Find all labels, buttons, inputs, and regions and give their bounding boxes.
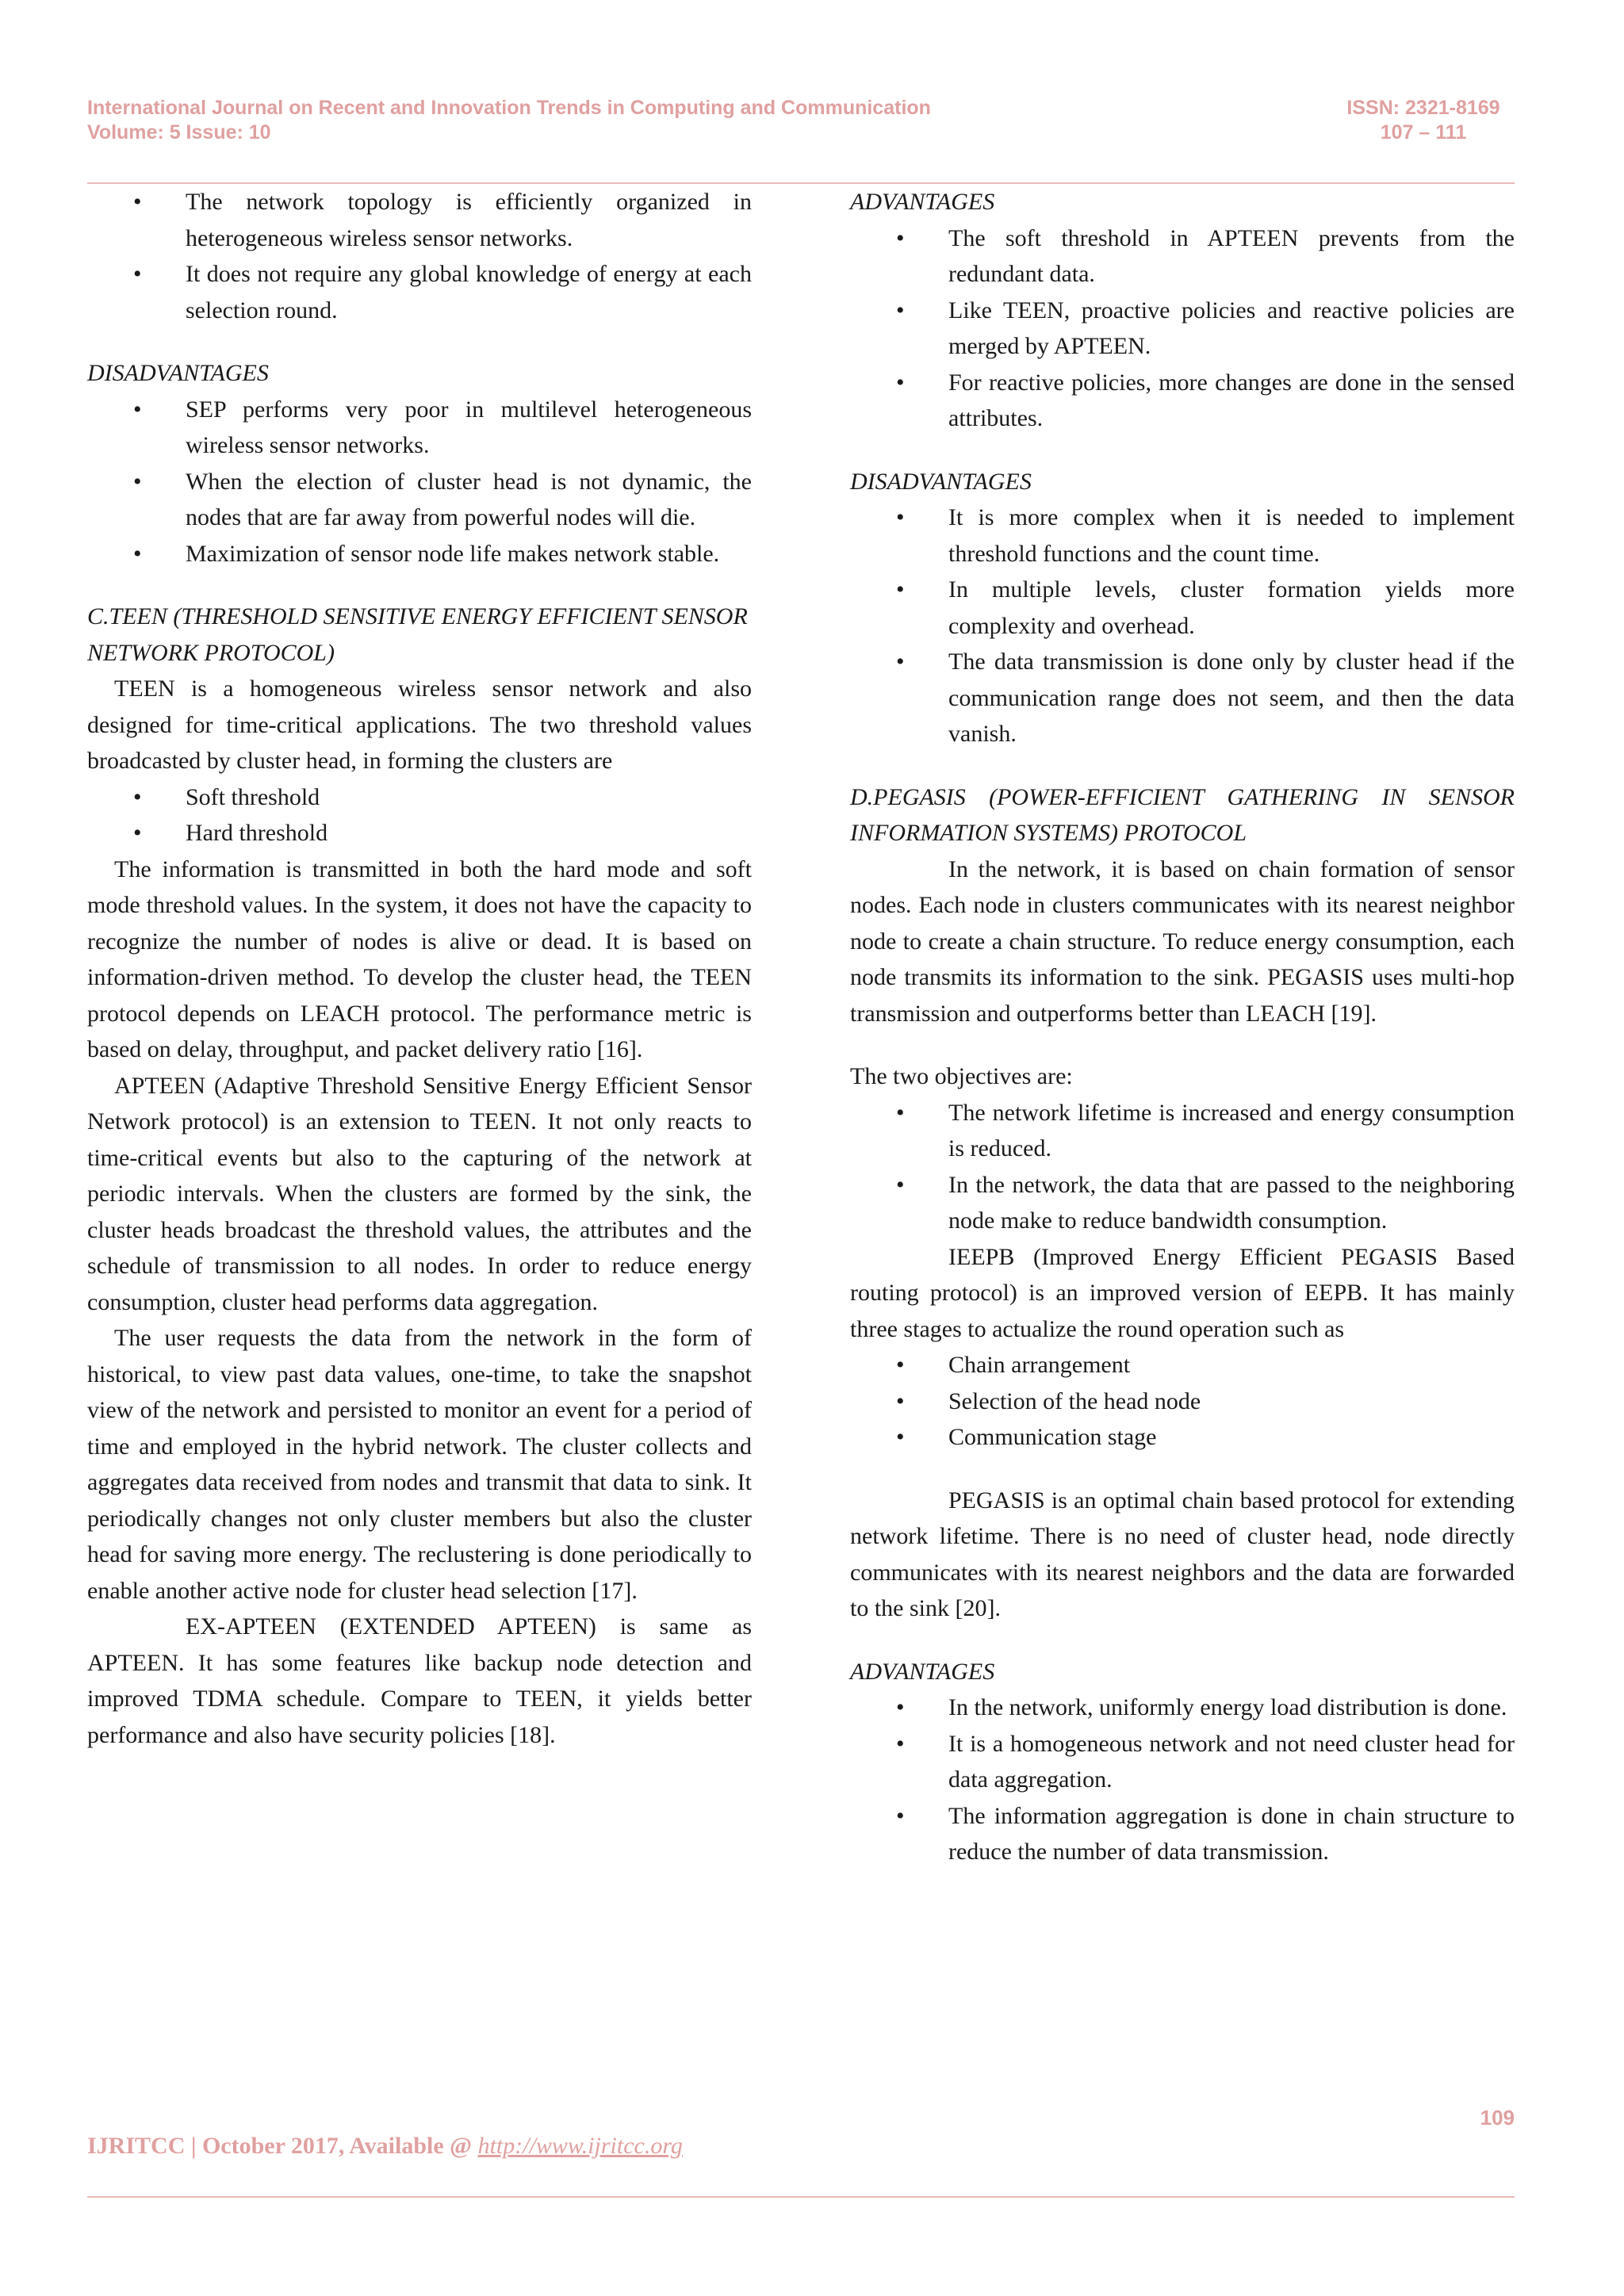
list-item: • The network topology is efficiently organized in heterogeneous wireless sensor networks. (87, 184, 752, 256)
paragraph: TEEN is a homogeneous wireless sensor network and also designed for time-critical applications. The two threshold values broadcasted by cluster head, in forming the clusters are (87, 675, 752, 774)
list-item: • The soft threshold in APTEEN prevents from the redundant data. (850, 220, 1515, 293)
section-heading: ADVANTAGES (850, 1658, 995, 1685)
list-item: • Chain arrangement (850, 1347, 1515, 1383)
volume-issue: Volume: 5 Issue: 10 (87, 121, 271, 144)
list-item: • Soft threshold (87, 779, 752, 816)
list-item: • For reactive policies, more changes are done in the sensed attributes. (850, 365, 1515, 437)
section-heading: DISADVANTAGES (850, 468, 1032, 495)
list-item: • The network lifetime is increased and energy consumption is reduced. (850, 1095, 1515, 1167)
list-item: • Maximization of sensor node life makes network stable. (87, 536, 752, 572)
footer-divider (87, 2196, 1515, 2198)
paragraph: The user requests the data from the network in the form of historical, to view past data values, one-time, to take the snapshot view of the network and persisted to monitor an event for a period of time and employed in the hybrid network. The cluster collects and aggregates data received from nodes and transmit that data to sink. It periodically changes not only cluster members but also the cluster head for saving more energy. The reclustering is done periodically to enable another active node for cluster head selection [17]. (87, 1325, 752, 1604)
list-item: • In the network, uniformly energy load distribution is done. (850, 1689, 1515, 1726)
issn: ISSN: 2321-8169 (1346, 97, 1500, 119)
sep-advantages-list (87, 184, 752, 328)
objectives-list (850, 1095, 1515, 1239)
threshold-list (87, 779, 752, 851)
journal-name: International Journal on Recent and Innovation Trends in Computing and Communication (87, 97, 931, 119)
paragraph: The two objectives are: (850, 1063, 1073, 1089)
section-heading: C.TEEN (THRESHOLD SENSITIVE ENERGY EFFICIENT SENSOR NETWORK PROTOCOL) (87, 603, 748, 666)
journal-info (87, 96, 931, 145)
pegasis-advantages-list (850, 1689, 1515, 1870)
section-heading: DISADVANTAGES (87, 360, 269, 386)
list-item: • Like TEEN, proactive policies and reactive policies are merged by APTEEN. (850, 293, 1515, 365)
ieepb-stages-list (850, 1347, 1515, 1456)
journal-link[interactable]: http://www.ijritcc.org (477, 2133, 683, 2159)
list-item: • In the network, the data that are passed to the neighboring node make to reduce bandwidth consumption. (850, 1167, 1515, 1239)
paragraph: The information is transmitted in both the hard mode and soft mode threshold values. In the system, it does not have the capacity to recognize the number of nodes is alive or dead. It is based on information-driven method. To develop the cluster head, the TEEN protocol depends on LEACH protocol. The performance metric is based on delay, throughput, and packet delivery ratio [16]. (87, 855, 752, 1062)
paragraph: EX-APTEEN (EXTENDED APTEEN) is same as APTEEN. It has some features like backup node detection and improved TDMA schedule. Compare to TEEN, it yields better performance and also have security policies [18]. (87, 1613, 752, 1748)
footer-text: IJRITCC | October 2017, Available @ (87, 2133, 478, 2159)
section-heading: ADVANTAGES (850, 189, 995, 215)
issn-info (1332, 96, 1515, 145)
list-item: • It is a homogeneous network and not need cluster head for data aggregation. (850, 1726, 1515, 1798)
list-item: • It does not require any global knowledge of energy at each selection round. (87, 256, 752, 328)
list-item: • Selection of the head node (850, 1383, 1515, 1420)
paragraph: PEGASIS is an optimal chain based protocol for extending network lifetime. There is no need of cluster head, node directly communicates with its nearest neighbors and the data are forwarded to the sink [20]. (850, 1487, 1515, 1621)
list-item: • When the election of cluster head is not dynamic, the nodes that are far away from powerful nodes will die. (87, 464, 752, 536)
page-number: 109 (1480, 2106, 1515, 2130)
page-footer (87, 2133, 683, 2160)
paragraph: APTEEN (Adaptive Threshold Sensitive Energy Efficient Sensor Network protocol) is an extension to TEEN. It not only reacts to time-critical events but also to the capturing of the network at periodic intervals. When the clusters are formed by the sink, the cluster heads broadcast the threshold values, the attributes and the schedule of transmission to all nodes. In order to reduce energy consumption, cluster head performs data aggregation. (87, 1072, 752, 1315)
list-item: • The information aggregation is done in chain structure to reduce the number of data transmission. (850, 1798, 1515, 1870)
right-column (850, 184, 1515, 1870)
apteen-disadvantages-list (850, 499, 1515, 752)
sep-disadvantages-list (87, 392, 752, 572)
paragraph: IEEPB (Improved Energy Efficient PEGASIS Based routing protocol) is an improved version of EEPB. It has mainly three stages to actualize the round operation such as (850, 1243, 1515, 1342)
list-item: • Communication stage (850, 1419, 1515, 1456)
apteen-advantages-list (850, 220, 1515, 437)
list-item: • The data transmission is done only by cluster head if the communication range does not seem, and then the data vanish. (850, 644, 1515, 752)
section-heading: D.PEGASIS (POWER-EFFICIENT GATHERING IN SENSOR INFORMATION SYSTEMS) PROTOCOL (850, 783, 1515, 846)
page-range: 107 – 111 (1380, 121, 1467, 144)
left-column (87, 184, 752, 1753)
list-item: • In multiple levels, cluster formation yields more complexity and overhead. (850, 572, 1515, 644)
list-item: • It is more complex when it is needed to implement threshold functions and the count time. (850, 499, 1515, 572)
list-item: • Hard threshold (87, 815, 752, 851)
paragraph: In the network, it is based on chain formation of sensor nodes. Each node in clusters communicates with its nearest neighbor node to create a chain structure. To reduce energy consumption, each node transmits its information to the sink. PEGASIS uses multi-hop transmission and outperforms better than LEACH [19]. (850, 855, 1515, 1027)
list-item: • SEP performs very poor in multilevel heterogeneous wireless sensor networks. (87, 392, 752, 464)
